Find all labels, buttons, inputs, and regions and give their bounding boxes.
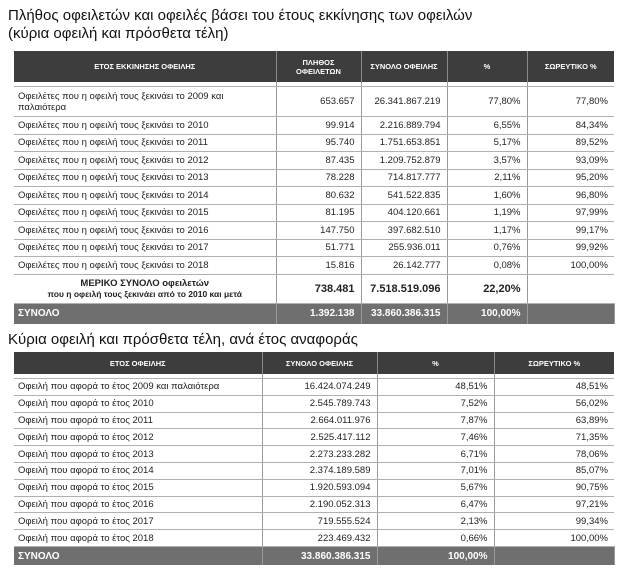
row-amount: 1.209.752.879 bbox=[361, 152, 447, 170]
row-amount: 2.545.789.743 bbox=[262, 395, 377, 412]
total-cum bbox=[527, 303, 614, 324]
table1-header-row bbox=[14, 51, 614, 82]
row-cum: 77,80% bbox=[527, 87, 614, 117]
row-amount: 16.424.074.249 bbox=[262, 379, 377, 396]
table-row bbox=[14, 222, 614, 240]
row-amount: 2.216.889.794 bbox=[361, 117, 447, 135]
table2-header-year: ΕΤΟΣ ΟΦΕΙΛΗΣ bbox=[14, 352, 262, 374]
table-row bbox=[14, 446, 614, 463]
table1-header-cum: ΣΩΡΕΥΤΙΚΟ % bbox=[527, 51, 614, 82]
table1-partial-row bbox=[14, 274, 614, 303]
row-amount: 1.751.653.851 bbox=[361, 134, 447, 152]
table-row bbox=[14, 513, 614, 530]
row-amount: 2.374.189.589 bbox=[262, 462, 377, 479]
row-pct: 0,08% bbox=[447, 257, 527, 275]
row-label: Οφειλή που αφορά το έτος 2018 bbox=[14, 530, 262, 547]
row-label: Οφειλή που αφορά το έτος 2011 bbox=[14, 412, 262, 429]
row-amount: 2.664.011.976 bbox=[262, 412, 377, 429]
table-row bbox=[14, 496, 614, 513]
row-label: Οφειλή που αφορά το έτος 2010 bbox=[14, 395, 262, 412]
table2-total-row bbox=[14, 546, 614, 565]
row-pct: 5,67% bbox=[377, 479, 494, 496]
partial-label-line1: ΜΕΡΙΚΟ ΣΥΝΟΛΟ οφειλετών bbox=[80, 277, 210, 289]
table-row bbox=[14, 187, 614, 205]
table1-subtitle: (κύρια οφειλή και πρόσθετα τέλη) bbox=[8, 25, 229, 42]
row-amount: 2.525.417.112 bbox=[262, 429, 377, 446]
row-debtors: 653.657 bbox=[276, 87, 361, 117]
row-debtors: 99.914 bbox=[276, 117, 361, 135]
row-pct: 7,01% bbox=[377, 462, 494, 479]
row-pct: 7,52% bbox=[377, 395, 494, 412]
row-pct: 2,13% bbox=[377, 513, 494, 530]
partial-pct: 22,20% bbox=[447, 274, 527, 303]
total-label: ΣΥΝΟΛΟ bbox=[14, 546, 262, 565]
row-label: Οφειλέτες που η οφειλή τους ξεκινάει το 2013 bbox=[14, 169, 276, 187]
table-row bbox=[14, 462, 614, 479]
total-pct: 100,00% bbox=[377, 546, 494, 565]
row-label: Οφειλή που αφορά το έτος 2012 bbox=[14, 429, 262, 446]
row-debtors: 147.750 bbox=[276, 222, 361, 240]
table1-title: Πλήθος οφειλετών και οφειλές βάσει του έτους εκκίνησης των οφειλών bbox=[8, 7, 473, 24]
total-label: ΣΥΝΟΛΟ bbox=[14, 303, 276, 324]
row-label: Οφειλή που αφορά το έτος 2013 bbox=[14, 446, 262, 463]
row-amount: 541.522.835 bbox=[361, 187, 447, 205]
row-cum: 93,09% bbox=[527, 152, 614, 170]
row-cum: 71,35% bbox=[494, 429, 614, 446]
row-pct: 48,51% bbox=[377, 379, 494, 396]
table-row bbox=[14, 169, 614, 187]
row-pct: 6,71% bbox=[377, 446, 494, 463]
row-amount: 255.936.011 bbox=[361, 239, 447, 257]
table-row bbox=[14, 479, 614, 496]
row-pct: 2,11% bbox=[447, 169, 527, 187]
table-row bbox=[14, 134, 614, 152]
partial-amount: 7.518.519.096 bbox=[361, 274, 447, 303]
row-pct: 6,55% bbox=[447, 117, 527, 135]
row-amount: 397.682.510 bbox=[361, 222, 447, 240]
row-label: Οφειλέτες που η οφειλή τους ξεκινάει το 2012 bbox=[14, 152, 276, 170]
table1-header-amount: ΣΥΝΟΛΟ ΟΦΕΙΛΗΣ bbox=[361, 51, 447, 82]
row-pct: 1,17% bbox=[447, 222, 527, 240]
row-pct: 1,19% bbox=[447, 204, 527, 222]
table2-header-cum: ΣΩΡΕΥΤΙΚΟ % bbox=[494, 352, 614, 374]
row-pct: 77,80% bbox=[447, 87, 527, 117]
row-amount: 26.341.867.219 bbox=[361, 87, 447, 117]
row-debtors: 51.771 bbox=[276, 239, 361, 257]
partial-debtors: 738.481 bbox=[276, 274, 361, 303]
row-cum: 90,75% bbox=[494, 479, 614, 496]
row-cum: 97,21% bbox=[494, 496, 614, 513]
row-debtors: 15.816 bbox=[276, 257, 361, 275]
row-amount: 1.920.593.094 bbox=[262, 479, 377, 496]
table2-header-row bbox=[14, 352, 614, 374]
total-amount: 33.860.386.315 bbox=[262, 546, 377, 565]
row-label: Οφειλέτες που η οφειλή τους ξεκινάει το 2010 bbox=[14, 117, 276, 135]
row-debtors: 95.740 bbox=[276, 134, 361, 152]
row-debtors: 81.195 bbox=[276, 204, 361, 222]
row-cum: 100,00% bbox=[527, 257, 614, 275]
table-row bbox=[14, 152, 614, 170]
row-label: Οφειλέτες που η οφειλή τους ξεκινάει το 2017 bbox=[14, 239, 276, 257]
row-cum: 97,99% bbox=[527, 204, 614, 222]
table-row bbox=[14, 117, 614, 135]
table-row bbox=[14, 429, 614, 446]
table2-header-pct: % bbox=[377, 352, 494, 374]
total-amount: 33.860.386.315 bbox=[361, 303, 447, 324]
row-pct: 5,17% bbox=[447, 134, 527, 152]
row-label: Οφειλέτες που η οφειλή τους ξεκινάει το 2014 bbox=[14, 187, 276, 205]
table1-header-debtors: ΠΛΗΘΟΣ ΟΦΕΙΛΕΤΩΝ bbox=[276, 51, 361, 82]
partial-label bbox=[14, 274, 276, 303]
table1-total-row bbox=[14, 303, 614, 324]
row-cum: 100,00% bbox=[494, 530, 614, 547]
row-label: Οφειλή που αφορά το έτος 2017 bbox=[14, 513, 262, 530]
table2-title: Κύρια οφειλή και πρόσθετα τέλη, ανά έτος αναφοράς bbox=[8, 331, 358, 348]
table-row bbox=[14, 257, 614, 275]
table-row bbox=[14, 379, 614, 396]
row-label: Οφειλέτες που η οφειλή τους ξεκινάει το 2016 bbox=[14, 222, 276, 240]
table-row bbox=[14, 87, 614, 117]
row-label: Οφειλέτες που η οφειλή τους ξεκινάει το 2018 bbox=[14, 257, 276, 275]
row-amount: 404.120.661 bbox=[361, 204, 447, 222]
row-amount: 719.555.524 bbox=[262, 513, 377, 530]
table2-header-amount: ΣΥΝΟΛΟ ΟΦΕΙΛΗΣ bbox=[262, 352, 377, 374]
row-cum: 99,92% bbox=[527, 239, 614, 257]
table-row bbox=[14, 530, 614, 547]
table-row bbox=[14, 412, 614, 429]
row-cum: 56,02% bbox=[494, 395, 614, 412]
row-amount: 714.817.777 bbox=[361, 169, 447, 187]
row-pct: 0,66% bbox=[377, 530, 494, 547]
row-cum: 84,34% bbox=[527, 117, 614, 135]
row-amount: 26.142.777 bbox=[361, 257, 447, 275]
row-cum: 63,89% bbox=[494, 412, 614, 429]
row-pct: 0,76% bbox=[447, 239, 527, 257]
row-cum: 96,80% bbox=[527, 187, 614, 205]
row-cum: 89,52% bbox=[527, 134, 614, 152]
row-pct: 7,46% bbox=[377, 429, 494, 446]
table1 bbox=[14, 51, 615, 324]
row-debtors: 80.632 bbox=[276, 187, 361, 205]
row-amount: 2.190.052.313 bbox=[262, 496, 377, 513]
total-cum bbox=[494, 546, 614, 565]
row-label: Οφειλή που αφορά το έτος 2014 bbox=[14, 462, 262, 479]
row-label: Οφειλέτες που η οφειλή τους ξεκινάει το 2015 bbox=[14, 204, 276, 222]
row-pct: 1,60% bbox=[447, 187, 527, 205]
row-amount: 223.469.432 bbox=[262, 530, 377, 547]
row-debtors: 87.435 bbox=[276, 152, 361, 170]
row-label: Οφειλέτες που η οφειλή τους ξεκινάει το 2011 bbox=[14, 134, 276, 152]
total-pct: 100,00% bbox=[447, 303, 527, 324]
row-cum: 78,06% bbox=[494, 446, 614, 463]
row-cum: 85,07% bbox=[494, 462, 614, 479]
partial-cum bbox=[527, 274, 614, 303]
table-row bbox=[14, 239, 614, 257]
table2 bbox=[14, 352, 615, 565]
row-label: Οφειλή που αφορά το έτος 2016 bbox=[14, 496, 262, 513]
row-cum: 95,20% bbox=[527, 169, 614, 187]
partial-label-line2: που η οφειλή τους ξεκινάει από το 2010 και μετά bbox=[47, 288, 242, 299]
row-debtors: 78.228 bbox=[276, 169, 361, 187]
row-cum: 99,34% bbox=[494, 513, 614, 530]
row-amount: 2.273.233.282 bbox=[262, 446, 377, 463]
table-row bbox=[14, 395, 614, 412]
row-pct: 7,87% bbox=[377, 412, 494, 429]
row-pct: 6,47% bbox=[377, 496, 494, 513]
row-pct: 3,57% bbox=[447, 152, 527, 170]
row-cum: 99,17% bbox=[527, 222, 614, 240]
row-label: Οφειλή που αφορά το έτος 2015 bbox=[14, 479, 262, 496]
row-cum: 48,51% bbox=[494, 379, 614, 396]
table-row bbox=[14, 204, 614, 222]
table1-header-year: ΕΤΟΣ ΕΚΚΙΝΗΣΗΣ ΟΦΕΙΛΗΣ bbox=[14, 51, 276, 82]
total-debtors: 1.392.138 bbox=[276, 303, 361, 324]
row-label: Οφειλέτες που η οφειλή τους ξεκινάει το 2009 και παλαιότερα bbox=[14, 87, 276, 117]
row-label: Οφειλή που αφορά το έτος 2009 και παλαιότερα bbox=[14, 379, 262, 396]
table1-header-pct: % bbox=[447, 51, 527, 82]
